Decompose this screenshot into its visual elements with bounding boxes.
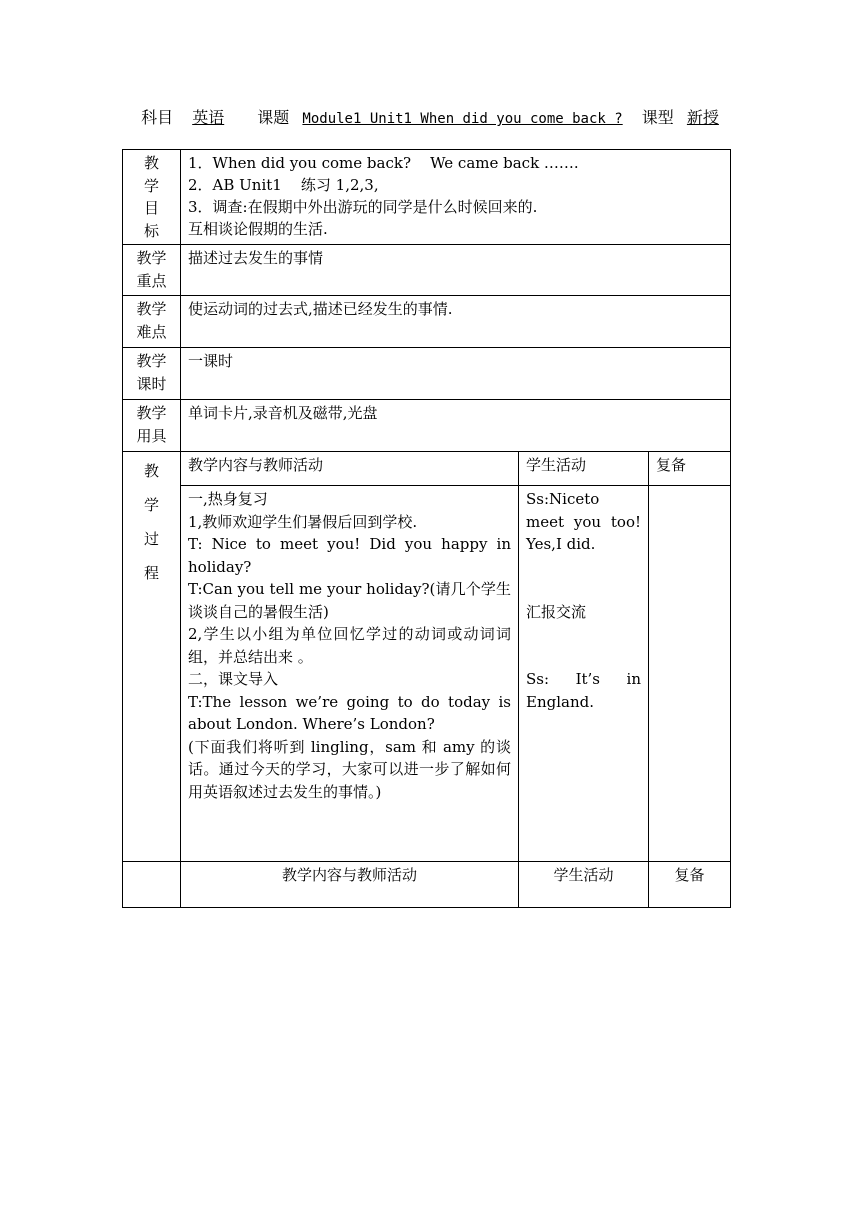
difficulties-row (123, 296, 731, 348)
process-footer-review: 复备 (649, 862, 731, 908)
content-line: 1,教师欢迎学生们暑假后回到学校. (188, 512, 418, 531)
key-points-value: 描述过去发生的事情 (181, 245, 731, 296)
process-footer-row (123, 862, 731, 908)
process-header-row (123, 452, 731, 486)
key-points-label: 教学 重点 (123, 245, 181, 296)
difficulties-label: 教学 难点 (123, 296, 181, 348)
process-label: 教 学 过 程 (123, 452, 181, 862)
type-label: 课型 (641, 108, 674, 127)
content-line: T:Can you tell me your holiday?(请几个学生谈谈自己的暑假生活) (188, 580, 511, 621)
objectives-content (181, 150, 731, 245)
periods-row (123, 348, 731, 400)
objectives-label: 教 学 目 标 (123, 150, 181, 245)
lesson-header (0, 105, 860, 128)
student-line: 汇报交流 (526, 602, 587, 621)
content-line: T: Nice to meet you! Did you happy in holiday? (188, 535, 511, 576)
objective-line: 2．AB Unit1 练习 1,2,3, (188, 176, 379, 194)
process-col-student: 学生活动 (519, 452, 649, 486)
tools-row (123, 400, 731, 452)
student-line: Ss:Niceto meet you too! Yes,I did. (526, 490, 641, 553)
subject-label: 科目 (141, 108, 174, 127)
lesson-plan-table (122, 149, 731, 908)
objective-line: 互相谈论假期的生活. (188, 220, 328, 238)
process-body-row (123, 486, 731, 862)
process-content (181, 486, 519, 862)
process-footer-content: 教学内容与教师活动 (181, 862, 519, 908)
periods-value: 一课时 (181, 348, 731, 400)
tools-value: 单词卡片,录音机及磁带,光盘 (181, 400, 731, 452)
key-points-row (123, 245, 731, 296)
content-line: 二，课文导入 (188, 670, 279, 688)
type-value: 新授 (686, 108, 719, 127)
process-review (649, 486, 731, 862)
difficulties-value: 使运动词的过去式,描述已经发生的事情. (181, 296, 731, 348)
process-footer-empty (123, 862, 181, 908)
topic-value: Module1 Unit1 When did you come back ? (302, 111, 623, 127)
student-line: Ss: It’s in England. (526, 670, 641, 711)
content-line: T:The lesson we’re going to do today is about London. Where’s London? (188, 692, 511, 733)
periods-label: 教学 课时 (123, 348, 181, 400)
process-col-content: 教学内容与教师活动 (181, 452, 519, 486)
objective-line: 3．调查:在假期中外出游玩的同学是什么时候回来的. (188, 198, 538, 216)
tools-label: 教学 用具 (123, 400, 181, 452)
process-footer-student: 学生活动 (519, 862, 649, 908)
content-line: 一,热身复习 (188, 490, 268, 508)
process-student (519, 486, 649, 862)
topic-label: 课题 (257, 108, 290, 127)
content-line: (下面我们将听到 lingling，sam 和 amy 的谈话。通过今天的学习，大家可以进一步了解如何用英语叙述过去发生的事情。) (188, 737, 511, 801)
objective-line: 1．When did you come back? We came back ……. (188, 154, 579, 172)
content-line: 2,学生以小组为单位回忆学过的动词或动词词组，并总结出来 。 (188, 625, 511, 666)
subject-value: 英语 (192, 108, 225, 127)
objectives-row (123, 150, 731, 245)
process-col-review: 复备 (649, 452, 731, 486)
